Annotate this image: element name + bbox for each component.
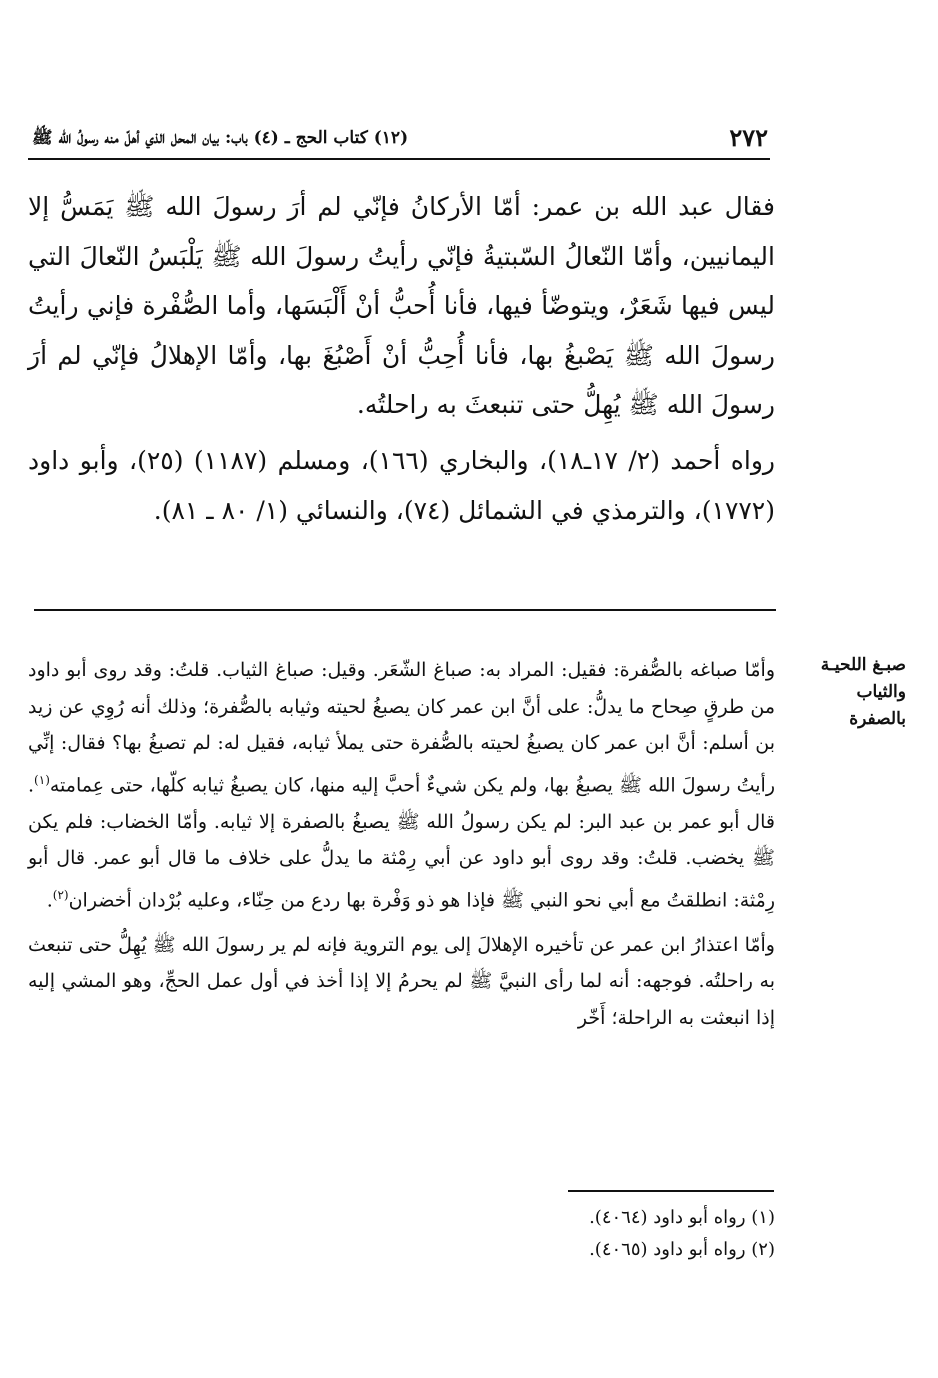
commentary — [28, 652, 775, 1037]
margin-heading-line: بالصفرة — [849, 709, 906, 729]
footnote-marker[interactable]: (٢) — [52, 887, 69, 902]
margin-heading-line: صبـغ اللحيـة — [820, 655, 906, 675]
footnotes — [420, 1202, 775, 1266]
commentary-paragraph: وأمّا اعتذارُ ابن عمر عن تأخيره الإهلالَ إلى يوم التروية فإنه لم ير رسولَ الله ﷺ يُهِلُّ حتى تنبعث به راحلتُه. فوجهه: أنه لما رأى النبيَّ ﷺ لم يحرمُ إلا إذا أخذ في أول عمل الحجِّ، وهو المشي إليه إذا انبعثت به الراحلة؛ أَخّر — [28, 933, 775, 1029]
footnote-separator — [568, 1190, 774, 1192]
section-divider — [34, 609, 776, 611]
commentary-text: . — [46, 889, 53, 912]
commentary-text: وأمّا صباغه بالصُّفرة: فقيل: المراد به: صباغ الشّعَر. وقيل: صباغ الثياب. قلتُ: وقد روى أبو داود من طرقٍ صِحاح ما يدلُّ: على أنَّ ابن عمر كان يصبغُ لحيته وثيابه بالصُّفرة؛ وذلك أنه رُوِي عن زيد بن أسلم: أنَّ ابن عمر كان يصبغُ لحيته بالصُّفرة حتى يملأ ثيابه، فقيل له: لم تصبغُ بها؟ فقال: إنِّي رأيتُ رسولَ الله ﷺ يصبغُ بها، ولم يكن شيءٌ أحبَّ إليه منها، كان يصبغُ ثيابه كلّها، حتى عِمامته — [28, 659, 775, 797]
margin-heading — [790, 652, 906, 733]
footnote-item: (١) رواه أبو داود (٤٠٦٤). — [589, 1207, 775, 1228]
page-header — [28, 112, 770, 160]
hadith-sources: رواه أحمد (٢/ ١٧ـ١٨)، والبخاري (١٦٦)، ومسلم (١١٨٧) (٢٥)، وأبو داود (١٧٧٢)، والترمذي في الشمائل (٧٤)، والنسائي (١/ ٨٠ ـ ٨١). — [28, 446, 775, 525]
margin-heading-line: والثياب — [856, 682, 906, 702]
hadith-text: فقال عبد الله بن عمر: أمّا الأركانُ فإنّي لم أرَ رسولَ الله ﷺ يَمَسُّ إلا اليمانيين، وأمّا النّعالُ السّبتيةُ فإنّي رأيتُ رسولَ الله ﷺ يَلْبَسُ النّعالَ التي ليس فيها شَعَرٌ، ويتوضّأ فيها، فأنا أُحبُّ أنْ أَلْبَسَها، وأما الصُّفْرة فإني رأيتُ رسولَ الله ﷺ يَصْبغُ بها، فأنا أُحِبُّ أنْ أَصْبُغَ بها، وأمّا الإهلالُ فإنّي لم أرَ رسولَ الله ﷺ يُهِلُّ حتى تنبعثَ به راحلتُه. — [28, 192, 775, 419]
footnote-item: (٢) رواه أبو داود (٤٠٦٥). — [589, 1239, 775, 1260]
footnote-marker[interactable]: (١) — [34, 772, 50, 787]
commentary-text: . قال أبو عمر بن عبد البر: لم يكن رسولُ الله ﷺ يصبغُ بالصفرة إلا ثيابه. وأمّا الخضاب: فلم يكن ﷺ يخضب. قلتُ: وقد روى أبو داود عن أبي رِمْثة ما يدلُّ على خلاف ما قال أبو عمر. قال أبو رِمْثة: انطلقتُ مع أبي نحو النبي ﷺ فإذا هو ذو وَفْرة بها ردع من حِنّاء، وعليه بُرْدان أخضران — [28, 774, 775, 912]
running-title: (١٢) كتاب الحج ـ (٤) باب: بيان المحل الذي أهلّ منه رسولُ الله ﷺ — [32, 128, 409, 148]
commentary-paragraph — [28, 652, 775, 919]
page-number: ٢٧٢ — [729, 123, 768, 152]
